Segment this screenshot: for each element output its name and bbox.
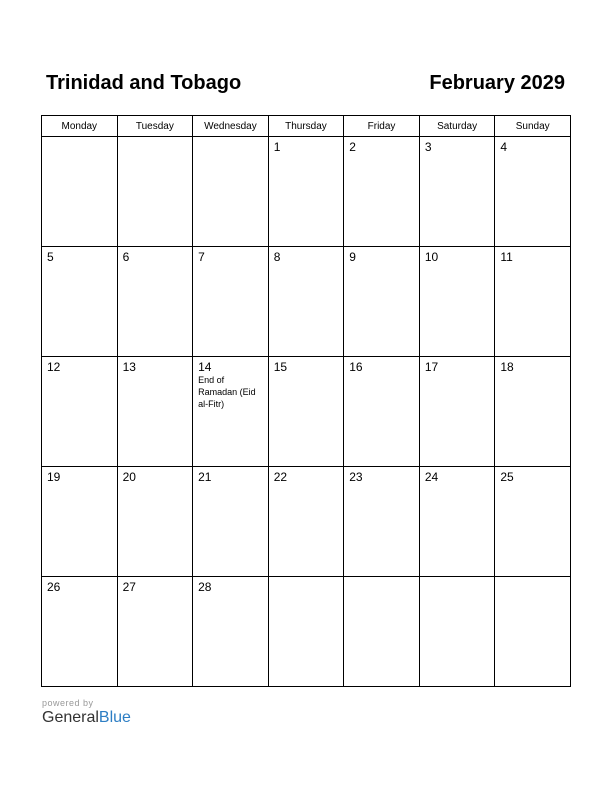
day-number: 2 [349, 140, 356, 154]
day-number: 28 [198, 580, 212, 594]
week-row [42, 357, 571, 467]
day-number: 24 [424, 470, 439, 484]
generalblue-logo [42, 709, 131, 727]
day-cell [344, 247, 420, 357]
day-number: 6 [122, 250, 130, 264]
day-number: 19 [47, 470, 61, 484]
day-cell [419, 577, 495, 687]
day-number: 1 [273, 140, 281, 154]
day-cell [117, 247, 193, 357]
day-cell [419, 357, 495, 467]
week-row [42, 467, 571, 577]
day-cell [42, 247, 118, 357]
weekday-header: Monday [42, 116, 118, 137]
day-cell [268, 577, 344, 687]
day-cell [193, 357, 269, 467]
weekday-header: Tuesday [117, 116, 193, 137]
day-cell [42, 577, 118, 687]
day-number: 3 [424, 140, 432, 154]
day-number: 20 [122, 470, 136, 484]
day-cell [117, 357, 193, 467]
day-number: 17 [424, 360, 439, 374]
day-number: 13 [122, 360, 136, 374]
day-cell [268, 247, 344, 357]
day-number: 5 [47, 250, 54, 264]
day-number: 25 [500, 470, 514, 484]
day-number: 4 [500, 140, 508, 154]
day-cell [495, 577, 571, 687]
day-cell [495, 357, 571, 467]
day-number [193, 137, 268, 140]
day-number: 26 [47, 580, 61, 594]
day-number: 21 [198, 470, 212, 484]
day-number: 9 [349, 250, 356, 264]
weekday-header: Wednesday [193, 116, 269, 137]
day-cell [117, 577, 193, 687]
day-number [420, 577, 495, 580]
day-cell [419, 137, 495, 247]
holiday-event: End of Ramadan (Eid al-Fitr) [198, 375, 256, 409]
weekday-header: Saturday [419, 116, 495, 137]
weekday-header: Thursday [268, 116, 344, 137]
month-year-title: February 2029 [429, 72, 565, 94]
weekday-header: Sunday [495, 116, 571, 137]
day-cell [495, 467, 571, 577]
calendar-grid [41, 115, 571, 687]
day-cell [344, 577, 420, 687]
day-number: 16 [349, 360, 363, 374]
day-cell [42, 137, 118, 247]
powered-by-text: powered by [42, 698, 94, 708]
day-number: 14 [198, 360, 212, 374]
day-cell [344, 357, 420, 467]
day-cell [193, 577, 269, 687]
brand-general: General [42, 709, 99, 726]
day-number: 23 [349, 470, 363, 484]
brand-blue: Blue [98, 709, 131, 726]
day-cell [268, 467, 344, 577]
day-number [42, 137, 117, 140]
footer-branding [42, 698, 131, 727]
day-cell [42, 467, 118, 577]
day-cell [344, 467, 420, 577]
weekday-header: Friday [344, 116, 420, 137]
day-cell [117, 467, 193, 577]
country-title: Trinidad and Tobago [46, 72, 242, 94]
day-cell [268, 357, 344, 467]
day-cell [344, 137, 420, 247]
day-number: 7 [198, 250, 205, 264]
day-number [344, 577, 419, 580]
day-cell [193, 137, 269, 247]
day-number [269, 577, 344, 580]
day-cell [495, 247, 571, 357]
weekday-header-row [42, 116, 571, 137]
week-row [42, 577, 571, 687]
day-number: 12 [47, 360, 61, 374]
day-number: 18 [500, 360, 514, 374]
day-number [495, 577, 570, 580]
day-cell [193, 247, 269, 357]
day-number [118, 137, 193, 140]
day-number: 15 [273, 360, 288, 374]
day-number: 8 [273, 250, 281, 264]
day-cell [495, 137, 571, 247]
day-number: 27 [122, 580, 136, 594]
day-cell [419, 247, 495, 357]
day-cell [193, 467, 269, 577]
day-cell [117, 137, 193, 247]
day-cell [419, 467, 495, 577]
week-row [42, 137, 571, 247]
day-number: 10 [424, 250, 439, 264]
day-cell [42, 357, 118, 467]
week-row [42, 247, 571, 357]
day-number: 11 [500, 250, 513, 264]
day-number: 22 [273, 470, 288, 484]
day-cell [268, 137, 344, 247]
